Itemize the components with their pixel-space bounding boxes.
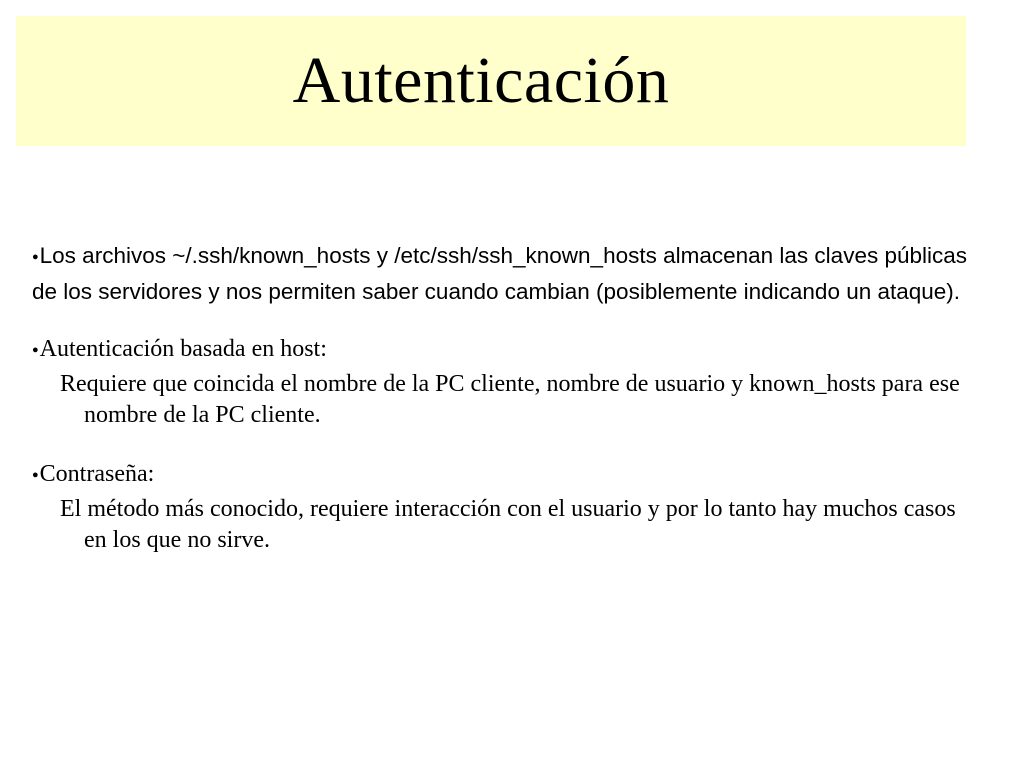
bullet-heading: Autenticación basada en host: [39, 336, 327, 362]
bullet-item-password [32, 459, 982, 494]
bullet-item-known-hosts [32, 240, 982, 307]
slide-title: Autenticación [292, 44, 670, 117]
bullet-detail-password: El método más conocido, requiere interacción con el usuario y por lo tanto hay muchos casos en los que no sirve. [60, 496, 956, 553]
bullet-heading: Contraseña: [39, 461, 155, 487]
bullet-icon: ● [32, 251, 39, 263]
bullet-icon: ● [32, 344, 39, 356]
bullet-detail-host-auth: Requiere que coincida el nombre de la PC cliente, nombre de usuario y known_hosts para ese nombre de la PC cliente. [60, 371, 960, 428]
bullet-icon: ● [32, 469, 39, 481]
bullet-text: Los archivos ~/.ssh/known_hosts y /etc/ssh/ssh_known_hosts almacenan las claves públicas de los servidores y nos permiten saber cuando cambian (posiblemente indicando un ataque). [32, 243, 968, 304]
title-band [16, 16, 966, 146]
slide-content [32, 240, 982, 556]
bullet-item-host-auth [32, 334, 982, 369]
